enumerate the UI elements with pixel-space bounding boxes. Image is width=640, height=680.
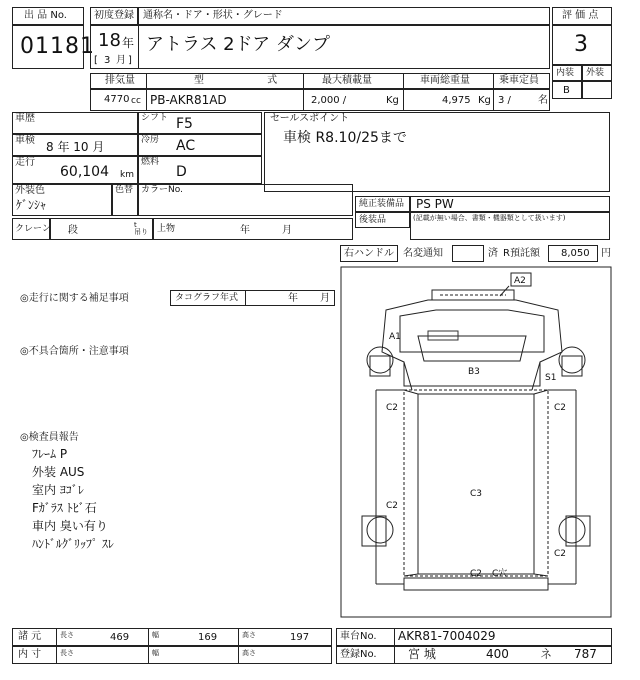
width-label: 幅 bbox=[152, 631, 159, 639]
interior-length-label: 長さ bbox=[60, 649, 74, 657]
inspector-note-5: 車内 臭い有り bbox=[32, 519, 108, 533]
gross-weight-unit: Kg bbox=[478, 95, 491, 106]
displacement-label: 排気量 bbox=[105, 75, 135, 86]
max-load-label: 最大積載量 bbox=[322, 75, 372, 86]
history-label: 車歴 bbox=[15, 113, 35, 124]
first-reg-year: 18 bbox=[98, 30, 121, 51]
max-load-unit: Kg bbox=[386, 95, 399, 106]
interior-width-label: 幅 bbox=[152, 649, 159, 657]
name-change-label: 名変通知 bbox=[403, 248, 443, 259]
length-label: 長さ bbox=[60, 631, 74, 639]
car-name: アトラス 2ドア ダンプ bbox=[146, 34, 330, 55]
exterior-label: 外装 bbox=[586, 68, 605, 78]
mark-c2-left-top: C2 bbox=[386, 403, 399, 413]
tacho-month: 月 bbox=[320, 293, 330, 304]
inspector-note-3: 室内 ﾖｺﾞﾚ bbox=[32, 483, 84, 497]
gross-weight-value: 4,975 bbox=[442, 95, 471, 106]
month-unit: 月 bbox=[116, 55, 126, 66]
interior-dim-label: 内 寸 bbox=[18, 649, 42, 660]
ac-value: AC bbox=[176, 138, 196, 154]
capacity-value: 3 / bbox=[498, 95, 511, 106]
mileage-label: 走行 bbox=[15, 157, 35, 168]
mark-c2-right-bottom: C2 bbox=[554, 549, 567, 559]
reg-kana: ネ bbox=[540, 647, 553, 661]
deck-label: 上物 bbox=[157, 224, 176, 234]
mark-c-hole: C穴 bbox=[492, 569, 508, 579]
sales-point-label: セールスポイント bbox=[270, 113, 350, 124]
inspection-value: 8 年 10 月 bbox=[46, 140, 105, 154]
capacity-unit: 名 bbox=[538, 95, 548, 106]
mileage-unit: km bbox=[120, 170, 134, 180]
recycle-label: R預託額 bbox=[503, 248, 540, 259]
displacement-value: 4770 bbox=[104, 94, 130, 105]
interior-label: 内装 bbox=[556, 68, 575, 78]
chassis-label: 車台No. bbox=[340, 631, 377, 642]
tacho-label: タコグラフ年式 bbox=[175, 293, 239, 303]
steering-side: 右ハンドル bbox=[344, 248, 394, 259]
capacity-label: 乗車定員 bbox=[499, 75, 539, 86]
crane-lift: t 吊り bbox=[134, 221, 148, 237]
first-reg-label: 初度登録 bbox=[94, 10, 134, 21]
width-value: 169 bbox=[198, 632, 218, 643]
interior-grade: B bbox=[563, 85, 570, 96]
driving-notes-label: ◎走行に関する補足事項 bbox=[20, 293, 129, 304]
specs-label: 諸 元 bbox=[18, 631, 42, 642]
inspector-note-4: Fｶﾞﾗｽ ﾄﾋﾞ石 bbox=[32, 501, 97, 515]
fuel-label: 燃料 bbox=[141, 157, 160, 167]
max-load-value: 2,000 / bbox=[311, 95, 347, 106]
interior-height-label: 高さ bbox=[242, 649, 256, 657]
name-change-value bbox=[452, 245, 484, 262]
mark-b3: B3 bbox=[468, 367, 480, 377]
mileage-value: 60,104 bbox=[60, 164, 109, 180]
deck-month: 月 bbox=[282, 225, 292, 236]
crane-stage: 段 bbox=[68, 225, 78, 236]
height-label: 高さ bbox=[242, 631, 256, 639]
options-value: PS PW bbox=[416, 197, 454, 211]
crane-label: クレーン bbox=[15, 224, 51, 234]
car-name-label: 通称名・ドア・形状・グレード bbox=[143, 10, 283, 21]
inspector-label: ◎検査員報告 bbox=[20, 432, 79, 443]
recycle-prefix: 済 bbox=[488, 248, 498, 259]
gross-weight-label: 車両総重量 bbox=[420, 75, 470, 86]
mark-c2-left-bottom: C2 bbox=[386, 501, 399, 511]
model-label: 型 式 bbox=[194, 75, 308, 86]
sales-point-text: 車検 R8.10/25まで bbox=[283, 130, 407, 146]
year-unit: 年 bbox=[122, 36, 135, 50]
height-value: 197 bbox=[290, 632, 310, 643]
first-reg-month: 3 bbox=[104, 55, 111, 66]
recycle-unit: 円 bbox=[601, 248, 611, 259]
mark-a1: A1 bbox=[389, 332, 401, 342]
sales-point-box bbox=[264, 112, 610, 192]
inspection-label: 車検 bbox=[15, 135, 35, 146]
ac-label: 冷房 bbox=[141, 135, 160, 145]
reg-number: 787 bbox=[574, 647, 597, 661]
score-value: 3 bbox=[574, 32, 588, 57]
aftermarket-label: 後装品 bbox=[359, 215, 387, 225]
reg-region: 宮 城 bbox=[408, 647, 436, 661]
truck-body-diagram bbox=[340, 266, 612, 618]
mark-c2-right-top: C2 bbox=[554, 403, 567, 413]
tacho-year: 年 bbox=[288, 293, 298, 304]
fuel-value: D bbox=[176, 164, 187, 180]
mark-c3: C3 bbox=[470, 489, 483, 499]
score-label: 評 価 点 bbox=[562, 10, 599, 21]
length-value: 469 bbox=[110, 632, 130, 643]
mark-a2: A2 bbox=[514, 276, 526, 286]
aftermarket-note: (記載が無い場合、書類・機器類として扱います) bbox=[413, 214, 566, 222]
chassis-number: AKR81-7004029 bbox=[398, 629, 496, 643]
model-code: PB-AKR81AD bbox=[150, 93, 227, 107]
lot-no-label: 出 品 No. bbox=[24, 10, 67, 21]
mark-s1: S1 bbox=[545, 373, 557, 383]
color-change-label: 色替 bbox=[115, 185, 134, 195]
registration-label: 登録No. bbox=[340, 649, 377, 660]
inspector-note-6: ﾊﾝﾄﾞﾙｸﾞﾘｯﾌﾟ ｽﾚ bbox=[32, 537, 114, 551]
inspector-note-1: ﾌﾚｰﾑ P bbox=[32, 447, 68, 461]
color-label: 外装色 bbox=[15, 185, 45, 196]
spec-label-row bbox=[90, 73, 550, 89]
lot-number: 01181 bbox=[20, 34, 95, 59]
shift-label: シフト bbox=[141, 113, 169, 123]
options-label: 純正装備品 bbox=[359, 199, 405, 209]
mark-c2-rear: C2 bbox=[470, 569, 483, 579]
displacement-unit: cc bbox=[131, 96, 141, 106]
inspector-note-2: 外装 AUS bbox=[32, 465, 85, 479]
shift-value: F5 bbox=[176, 116, 193, 132]
deck-year: 年 bbox=[240, 225, 250, 236]
reg-class: 400 bbox=[486, 647, 509, 661]
color-value: ｹﾞﾝｼｬ bbox=[16, 198, 47, 212]
color-code-label: カラーNo. bbox=[141, 185, 183, 195]
defects-label: ◎不具合箇所・注意事項 bbox=[20, 346, 129, 357]
recycle-amount: 8,050 bbox=[561, 248, 590, 259]
